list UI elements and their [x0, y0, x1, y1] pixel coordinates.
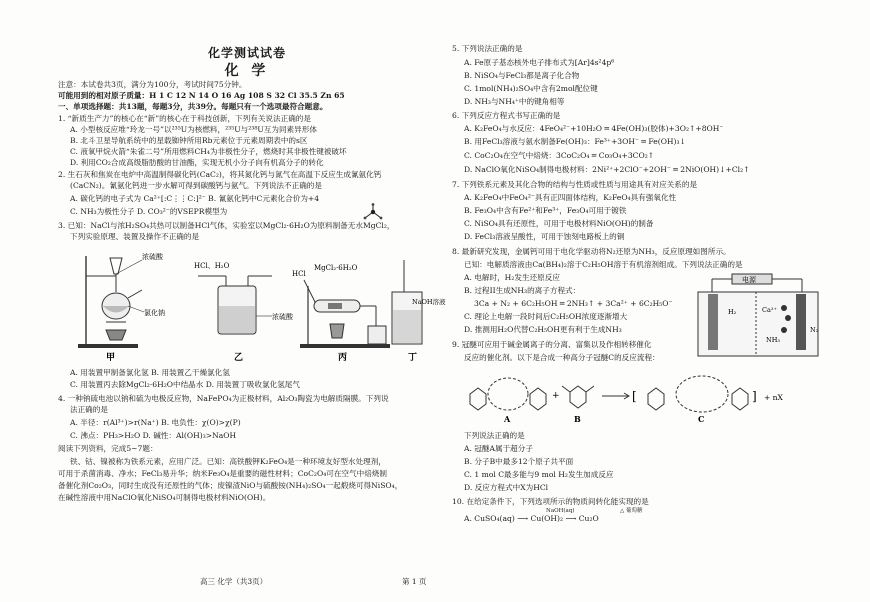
option-3cd: C. 用装置丙去除MgCl₂·6H₂O中结晶水 D. 用装置丁吸收氯化氢尾气: [70, 380, 300, 389]
condition-naoh: NaOH(aq): [546, 508, 575, 514]
reading-line-3: 备催化剂Co₂O₃，同时生成没有还原性的气体；废镍渣NiO与硫酸铵(NH₄)₂SO₄一起煅烧可得NiSO₄，: [58, 481, 403, 490]
option-2ab: A. 碳化钙的电子式为 Ca²⁺[:C⋮⋮C:]²⁻ B. 氰氨化钙中C元素化合价为+4: [70, 194, 320, 203]
option-1a: A. 小型核反应堆“玲龙一号”以²³⁵U为核燃料，²³⁵U与²³⁸U互为同素异形体: [70, 125, 317, 134]
option-4cd: C. 沸点：PH₃>H₂O D. 碱性：Al(OH)₃>NaOH: [70, 431, 237, 440]
question-10: 10. 在给定条件下，下列选项所示的物质间转化能实现的是: [452, 497, 649, 506]
svg-text:NaOH溶液: NaOH溶液: [412, 298, 446, 306]
reading-line-4: 在碱性溶液中用NaClO氧化NiSO₄可制得电极材料NiO(OH)。: [58, 493, 271, 502]
vsepr-trigonal-planar-figure: [362, 203, 384, 221]
question-8: 8. 最新研究发现，金属钙可用于电化学驱动将N₂还原为NH₃，反应原理如图所示。: [452, 247, 731, 256]
svg-text:HCl、H₂O: HCl、H₂O: [194, 262, 230, 270]
molecule-a: [470, 378, 546, 424]
option-1c: C. 液氧甲烷火箭“朱雀二号”所用燃料CH₄为非极性分子，燃烧时其非极性键被破坏: [70, 147, 347, 156]
subject-title: 化 学: [224, 63, 270, 79]
option-1d: D. 利用CO₂合成高级脂肪酸的甘油酯，实现无机小分子向有机高分子的转化: [70, 158, 324, 167]
reading-intro: 阅读下列资料，完成5~7题：: [58, 444, 158, 453]
svg-text:乙: 乙: [234, 353, 244, 363]
option-8c: C. 理论上电解一段时间后C₂H₅OH浓度逐渐增大: [464, 312, 628, 321]
apparatus-jia: [78, 252, 165, 363]
question-9: 9. 冠醚可应用于碱金属离子的分离、富集以及作相转移催化: [452, 340, 652, 349]
question-4: 4. 一种钠硫电池以钠和硫为电极反应物，NaFePO₄为正极材料，Al₂O₃陶瓷为电解质隔膜。下列说: [58, 394, 389, 403]
footer-left: 高三 化学（共3页）: [200, 577, 268, 586]
option-9b: B. 分子B中最多12个原子共平面: [464, 457, 574, 466]
question-7: 7. 下列铁系元素及其化合物的结构与性质或性质与用途具有对应关系的是: [452, 180, 698, 189]
option-6b: B. 用FeCl₃溶液与氨水制备Fe(OH)₃：Fe³⁺+3OH⁻ ═ Fe(OH)₃↓: [464, 137, 686, 146]
svg-text:浓硫酸: 浓硫酸: [272, 313, 293, 321]
svg-text:]: ]: [752, 389, 757, 403]
question-4-cont: 法正确的是: [70, 405, 108, 414]
svg-text:氯化钠: 氯化钠: [144, 309, 165, 317]
svg-text:电源: 电源: [742, 276, 756, 284]
question-8-cont: 已知：电解质溶液由Ca(BH₄)₂溶于C₂H₅OH溶于有机溶剂组成。下列说法正确的是: [464, 260, 743, 269]
question-9-cont: 反应的催化剂。以下是合成一种高分子冠醚C的反应流程：: [464, 353, 660, 362]
svg-text:[: [: [632, 389, 637, 403]
apparatus-ding: [392, 260, 446, 363]
question-9-prompt: 下列说法正确的是: [464, 431, 525, 440]
svg-text:+ nX: + nX: [764, 393, 783, 402]
question-2: 2. 生石灰和焦炭在电炉中高温制得碳化钙(CaC₂)，将其氮化钙与氮气在高温下反应生成氰氨化钙: [58, 170, 382, 179]
option-6a: A. K₂FeO₄与水反应：4FeO₄²⁻+10H₂O ═ 4Fe(OH)₃(胶体)+3O₂↑+8OH⁻: [464, 124, 724, 133]
reading-line-1: 铁、钴、镍被称为铁系元素，应用广泛。已知：高铁酸钾K₂FeO₄是一种环境友好型水处理剂，: [70, 457, 386, 466]
option-7a: A. K₂FeO₄中FeO₄²⁻具有正四面体结构，K₂FeO₄具有强氧化性: [464, 193, 677, 202]
apparatus-yi: [194, 262, 294, 363]
option-7b: B. Fe₃O₄中含有Fe²⁺和Fe³⁺，Fe₃O₄可用于镀铁: [464, 206, 627, 215]
crown-ether-reaction-scheme: [452, 364, 852, 426]
svg-text:N₂: N₂: [810, 326, 819, 334]
option-8b-equation: 3Ca + N₂ + 6C₂H₅OH ═ 2NH₃↑ + 3Ca²⁺ + 6C₂H₅O⁻: [474, 299, 673, 308]
molecule-c: [632, 376, 757, 424]
option-5c: C. 1mol(NH₄)₂SO₄中含有2mol配位键: [464, 84, 598, 93]
electrolysis-cell-figure: [692, 272, 832, 360]
section-heading: 一、单项选择题：共13题，每题3分，共39分。每题只有一个选项最符合题意。: [58, 102, 328, 111]
option-8b: B. 过程II生成NH₃的离子方程式：: [464, 286, 581, 295]
option-7d: D. FeCl₃溶液呈酸性，可用于蚀刻电路板上的铜: [464, 232, 625, 241]
question-5: 5. 下列说法正确的是: [452, 44, 523, 53]
option-6c: C. CoC₂O₄在空气中焙烧：3CoC₂O₄ ═ Co₃O₄+3CO₂↑: [464, 151, 655, 160]
option-4ab: A. 半径：r(Al³⁺)>r(Na⁺) B. 电负性：χ(O)>χ(P): [70, 418, 241, 427]
reading-line-2: 可用于杀菌消毒、净水；FeCl₃易升华；纳米Fe₃O₄是重要的磁性材料；CoC₂O₄可在空气中焙烧制: [58, 469, 387, 478]
svg-text:A: A: [504, 414, 511, 424]
question-1: 1. “新质生产力”的核心在“新”的核心在于科技创新，下列有关说法正确的是: [58, 114, 311, 123]
question-3: 3. 已知：NaCl与浓H₂SO₄共热可以制备HCl气体，实验室以MgCl₂·6H₂O为原料制备无水MgCl₂，: [58, 221, 395, 230]
option-5a: A. Fe原子基态核外电子排布式为[Ar]4s²4p⁶: [464, 58, 615, 67]
apparatus-figures: [76, 246, 446, 364]
question-6: 6. 下列反应方程式书写正确的是: [452, 111, 561, 120]
atomic-mass-line: 可能用到的相对原子质量：H 1 C 12 N 14 O 16 Ag 108 S 32 Cl 35.5 Zn 65: [58, 91, 345, 100]
option-9a: A. 冠醚A属于超分子: [464, 444, 533, 453]
option-6d: D. NaClO氧化NiSO₄制得电极材料：2Ni²⁺+2ClO⁻+2OH⁻ ═ 2NiO(OH)↓+Cl₂↑: [464, 165, 750, 174]
option-5d: D. NH₃与NH₄⁺中的键角相等: [464, 97, 565, 106]
svg-text:H₂: H₂: [728, 308, 737, 316]
molecule-b: [562, 386, 594, 424]
option-9c: C. 1 mol C最多能与9 mol H₂发生加成反应: [464, 470, 614, 479]
option-8a: A. 电解时，H₂发生还原反应: [464, 273, 560, 282]
option-9d: D. 反应方程式中X为HCl: [464, 483, 549, 492]
svg-text:Ca²⁺: Ca²⁺: [762, 306, 777, 314]
exam-title: 化学测试试卷: [207, 46, 286, 60]
option-1b: B. 北斗卫星导航系统中的星载铷钟所用Rb元素位于元素周期表中的s区: [70, 136, 308, 145]
svg-text:MgCl₂·6H₂O: MgCl₂·6H₂O: [314, 264, 358, 272]
svg-text:丁: 丁: [408, 353, 418, 363]
question-3-cont: 下列实验原理、装置及操作不正确的是: [70, 232, 200, 241]
footer-page: 第 1 页: [402, 577, 427, 586]
svg-text:浓硫酸: 浓硫酸: [142, 253, 163, 261]
svg-text:B: B: [574, 414, 581, 424]
apparatus-bing: [292, 264, 390, 363]
notice-line: 注意：本试卷共3页，满分为100分，考试时间75分钟。: [58, 80, 247, 89]
option-2cd: C. NH₃为极性分子 D. CO₃²⁻的VSEPR模型为: [70, 207, 228, 216]
option-5b: B. NiSO₄与FeCl₃都是离子化合物: [464, 71, 580, 80]
svg-text:+: +: [552, 391, 560, 401]
option-7c: C. NiSO₄具有还原性，可用于电极材料NiO(OH)的制备: [464, 219, 654, 228]
svg-text:HCl: HCl: [292, 270, 306, 278]
right-column: [452, 0, 852, 560]
option-10a: A. CuSO₄(aq) ⟶ Cu(OH)₂ ⟶ Cu₂O: [464, 514, 599, 523]
svg-text:NH₃: NH₃: [766, 336, 780, 344]
left-column: [58, 0, 446, 560]
condition-heat-glucose: △ 葡萄糖: [620, 508, 643, 514]
svg-text:C: C: [698, 414, 705, 424]
option-8d: D. 推测用H₂O代替C₂H₅OH更有利于生成NH₃: [464, 325, 622, 334]
option-3ab: A. 用装置甲制备氯化氢 B. 用装置乙干燥氯化氢: [70, 368, 230, 377]
svg-text:甲: 甲: [106, 353, 116, 363]
question-2-cont: (CaCN₂)。氰氨化钙进一步水解可得到碳酸钙与氨气。下列说法不正确的是: [70, 181, 322, 190]
svg-text:丙: 丙: [338, 353, 348, 363]
